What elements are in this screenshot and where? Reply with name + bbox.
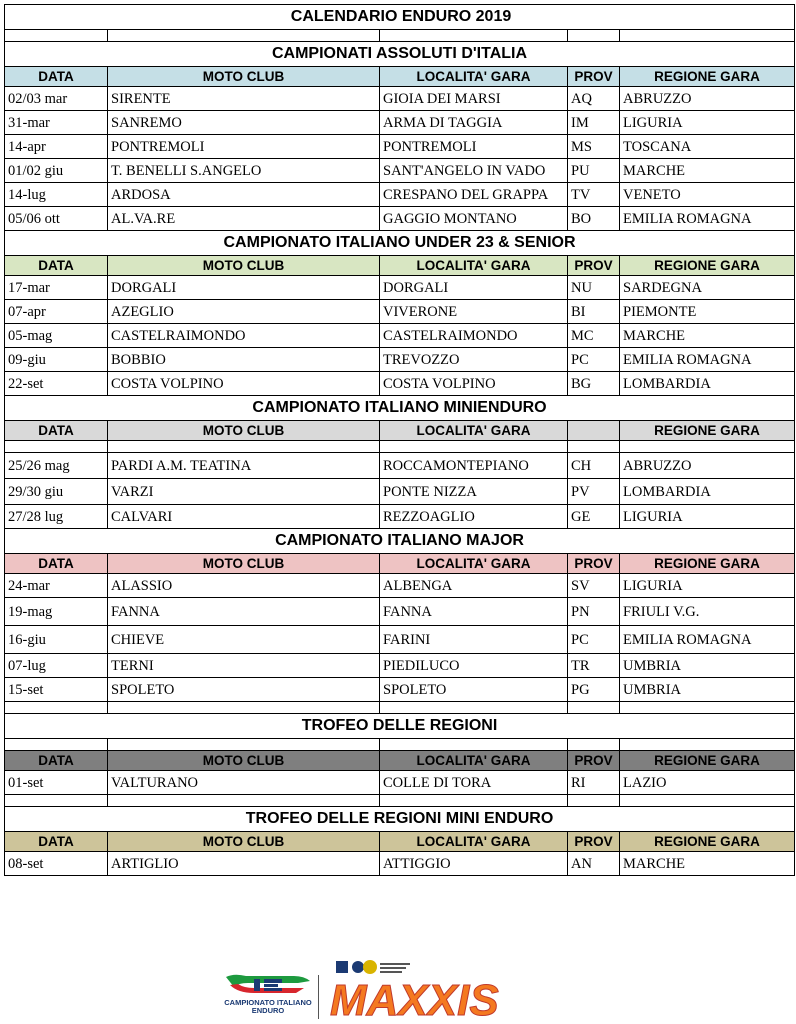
header-prov-empty — [568, 421, 620, 441]
table-row — [5, 626, 795, 654]
header-moto-club: MOTO CLUB — [108, 751, 380, 771]
cell-prov: PN — [568, 598, 620, 626]
footer-divider — [318, 975, 319, 1019]
cell-data: 27/28 lug — [5, 505, 108, 529]
table-row — [5, 505, 795, 529]
cell-regione: EMILIA ROMAGNA — [620, 207, 795, 231]
cell-prov: AN — [568, 852, 620, 876]
cell-prov: BI — [568, 300, 620, 324]
cell-data: 25/26 mag — [5, 453, 108, 479]
cell-prov: TR — [568, 654, 620, 678]
spacer-row — [5, 739, 795, 751]
section-title-row — [5, 714, 795, 739]
header-prov: PROV — [568, 67, 620, 87]
sponsor-footer — [222, 955, 582, 1021]
spacer-row — [5, 30, 795, 42]
cell-data: 14-lug — [5, 183, 108, 207]
cell-data: 05/06 ott — [5, 207, 108, 231]
cell-prov: NU — [568, 276, 620, 300]
cell-localita: FANNA — [380, 598, 568, 626]
table-row — [5, 300, 795, 324]
cell-localita: ROCCAMONTEPIANO — [380, 453, 568, 479]
header-prov: PROV — [568, 751, 620, 771]
cell-data: 14-apr — [5, 135, 108, 159]
cell-localita: PONTE NIZZA — [380, 479, 568, 505]
header-regione: REGIONE GARA — [620, 554, 795, 574]
cell-data: 19-mag — [5, 598, 108, 626]
cell-prov: PV — [568, 479, 620, 505]
column-header-row — [5, 421, 795, 441]
header-moto-club: MOTO CLUB — [108, 554, 380, 574]
header-prov: PROV — [568, 554, 620, 574]
cell-data: 02/03 mar — [5, 87, 108, 111]
cell-localita: PIEDILUCO — [380, 654, 568, 678]
cell-data: 07-lug — [5, 654, 108, 678]
section-title-row — [5, 529, 795, 554]
maxxis-logo-icon — [326, 977, 578, 1021]
table-row — [5, 852, 795, 876]
section-title: TROFEO DELLE REGIONI — [5, 714, 795, 739]
cell-data: 08-set — [5, 852, 108, 876]
cell-localita: GAGGIO MONTANO — [380, 207, 568, 231]
cell-club: FANNA — [108, 598, 380, 626]
header-regione: REGIONE GARA — [620, 832, 795, 852]
cell-localita: REZZOAGLIO — [380, 505, 568, 529]
cell-prov: RI — [568, 771, 620, 795]
header-data: DATA — [5, 554, 108, 574]
cell-prov: PU — [568, 159, 620, 183]
cell-regione: MARCHE — [620, 159, 795, 183]
cell-regione: UMBRIA — [620, 678, 795, 702]
cell-club: SPOLETO — [108, 678, 380, 702]
column-header-row — [5, 256, 795, 276]
header-regione: REGIONE GARA — [620, 67, 795, 87]
cell-club: TERNI — [108, 654, 380, 678]
cell-prov: BO — [568, 207, 620, 231]
cell-data: 17-mar — [5, 276, 108, 300]
cell-prov: GE — [568, 505, 620, 529]
cell-regione: MARCHE — [620, 852, 795, 876]
spacer-row — [5, 795, 795, 807]
cell-regione: LOMBARDIA — [620, 479, 795, 505]
header-localita: LOCALITA' GARA — [380, 256, 568, 276]
header-localita: LOCALITA' GARA — [380, 421, 568, 441]
cell-prov: PC — [568, 348, 620, 372]
cell-club: CASTELRAIMONDO — [108, 324, 380, 348]
cell-regione: LOMBARDIA — [620, 372, 795, 396]
cell-data: 07-apr — [5, 300, 108, 324]
cell-regione: VENETO — [620, 183, 795, 207]
table-row — [5, 207, 795, 231]
cell-club: ARTIGLIO — [108, 852, 380, 876]
section-title: CAMPIONATO ITALIANO UNDER 23 & SENIOR — [5, 231, 795, 256]
cell-club: COSTA VOLPINO — [108, 372, 380, 396]
cell-data: 22-set — [5, 372, 108, 396]
cell-localita: CASTELRAIMONDO — [380, 324, 568, 348]
spacer-row — [5, 702, 795, 714]
cell-data: 09-giu — [5, 348, 108, 372]
header-regione: REGIONE GARA — [620, 751, 795, 771]
header-data: DATA — [5, 67, 108, 87]
header-moto-club: MOTO CLUB — [108, 832, 380, 852]
section-title-row — [5, 396, 795, 421]
column-header-row — [5, 554, 795, 574]
header-regione: REGIONE GARA — [620, 256, 795, 276]
cell-regione: FRIULI V.G. — [620, 598, 795, 626]
cell-localita: FARINI — [380, 626, 568, 654]
cell-club: BOBBIO — [108, 348, 380, 372]
table-row — [5, 479, 795, 505]
cell-prov: TV — [568, 183, 620, 207]
cell-club: SANREMO — [108, 111, 380, 135]
cell-localita: ALBENGA — [380, 574, 568, 598]
cell-localita: ARMA DI TAGGIA — [380, 111, 568, 135]
header-moto-club: MOTO CLUB — [108, 67, 380, 87]
cell-club: ARDOSA — [108, 183, 380, 207]
cell-club: CALVARI — [108, 505, 380, 529]
cell-regione: TOSCANA — [620, 135, 795, 159]
column-header-row — [5, 751, 795, 771]
cell-localita: CRESPANO DEL GRAPPA — [380, 183, 568, 207]
cell-prov: PG — [568, 678, 620, 702]
cell-prov: PC — [568, 626, 620, 654]
header-moto-club: MOTO CLUB — [108, 256, 380, 276]
cell-data: 29/30 giu — [5, 479, 108, 505]
header-data: DATA — [5, 256, 108, 276]
cell-club: VARZI — [108, 479, 380, 505]
maxxis-logo-text: MAXXIS — [330, 977, 499, 1021]
cell-localita: SPOLETO — [380, 678, 568, 702]
section-title: CAMPIONATI ASSOLUTI D'ITALIA — [5, 42, 795, 67]
cell-localita: COLLE DI TORA — [380, 771, 568, 795]
cell-regione: SARDEGNA — [620, 276, 795, 300]
cell-club: CHIEVE — [108, 626, 380, 654]
table-row — [5, 348, 795, 372]
cell-regione: EMILIA ROMAGNA — [620, 626, 795, 654]
section-title: CAMPIONATO ITALIANO MAJOR — [5, 529, 795, 554]
section-title: TROFEO DELLE REGIONI MINI ENDURO — [5, 807, 795, 832]
header-prov: PROV — [568, 256, 620, 276]
table-row — [5, 183, 795, 207]
cell-club: PONTREMOLI — [108, 135, 380, 159]
federation-logo-icon — [334, 957, 414, 977]
cell-club: VALTURANO — [108, 771, 380, 795]
header-data: DATA — [5, 751, 108, 771]
cell-prov: AQ — [568, 87, 620, 111]
spacer-row — [5, 441, 795, 453]
cell-club: AZEGLIO — [108, 300, 380, 324]
table-row — [5, 598, 795, 626]
cell-club: AL.VA.RE — [108, 207, 380, 231]
cell-regione: LIGURIA — [620, 505, 795, 529]
cell-club: PARDI A.M. TEATINA — [108, 453, 380, 479]
section-title: CAMPIONATO ITALIANO MINIENDURO — [5, 396, 795, 421]
table-row — [5, 654, 795, 678]
cell-data: 05-mag — [5, 324, 108, 348]
table-row — [5, 324, 795, 348]
cell-prov: SV — [568, 574, 620, 598]
header-regione: REGIONE GARA — [620, 421, 795, 441]
cell-regione: UMBRIA — [620, 654, 795, 678]
cell-club: DORGALI — [108, 276, 380, 300]
cie-mark-icon — [224, 973, 312, 997]
cell-prov: MC — [568, 324, 620, 348]
cell-data: 16-giu — [5, 626, 108, 654]
cell-localita: GIOIA DEI MARSI — [380, 87, 568, 111]
table-row — [5, 135, 795, 159]
cell-data: 01/02 giu — [5, 159, 108, 183]
cell-regione: EMILIA ROMAGNA — [620, 348, 795, 372]
cell-prov: MS — [568, 135, 620, 159]
document-title: CALENDARIO ENDURO 2019 — [5, 5, 795, 30]
cie-logo-icon — [222, 973, 314, 1021]
table-row — [5, 87, 795, 111]
cell-regione: LAZIO — [620, 771, 795, 795]
table-row — [5, 372, 795, 396]
header-localita: LOCALITA' GARA — [380, 832, 568, 852]
table-row — [5, 771, 795, 795]
cell-club: T. BENELLI S.ANGELO — [108, 159, 380, 183]
cell-localita: PONTREMOLI — [380, 135, 568, 159]
title-row — [5, 5, 795, 30]
cell-localita: COSTA VOLPINO — [380, 372, 568, 396]
cell-club: ALASSIO — [108, 574, 380, 598]
calendar-sheet — [4, 4, 794, 876]
cell-regione: PIEMONTE — [620, 300, 795, 324]
cell-localita: SANT'ANGELO IN VADO — [380, 159, 568, 183]
cell-prov: BG — [568, 372, 620, 396]
header-localita: LOCALITA' GARA — [380, 67, 568, 87]
table-row — [5, 678, 795, 702]
table-row — [5, 111, 795, 135]
cell-data: 15-set — [5, 678, 108, 702]
header-prov: PROV — [568, 832, 620, 852]
cell-localita: ATTIGGIO — [380, 852, 568, 876]
section-title-row — [5, 42, 795, 67]
table-row — [5, 159, 795, 183]
cell-prov: CH — [568, 453, 620, 479]
cell-regione: MARCHE — [620, 324, 795, 348]
header-data: DATA — [5, 421, 108, 441]
cell-data: 31-mar — [5, 111, 108, 135]
cell-data: 24-mar — [5, 574, 108, 598]
cell-club: SIRENTE — [108, 87, 380, 111]
table-row — [5, 574, 795, 598]
header-data: DATA — [5, 832, 108, 852]
cell-regione: LIGURIA — [620, 574, 795, 598]
cell-localita: VIVERONE — [380, 300, 568, 324]
cell-regione: ABRUZZO — [620, 87, 795, 111]
header-localita: LOCALITA' GARA — [380, 554, 568, 574]
column-header-row — [5, 832, 795, 852]
cell-data: 01-set — [5, 771, 108, 795]
cie-logo-text: CAMPIONATO ITALIANO ENDURO — [224, 998, 312, 1015]
cell-localita: TREVOZZO — [380, 348, 568, 372]
cell-regione: ABRUZZO — [620, 453, 795, 479]
table-row — [5, 453, 795, 479]
header-moto-club: MOTO CLUB — [108, 421, 380, 441]
cell-regione: LIGURIA — [620, 111, 795, 135]
section-title-row — [5, 231, 795, 256]
cell-prov: IM — [568, 111, 620, 135]
cell-localita: DORGALI — [380, 276, 568, 300]
table-row — [5, 276, 795, 300]
calendar-table — [4, 4, 795, 876]
header-localita: LOCALITA' GARA — [380, 751, 568, 771]
section-title-row — [5, 807, 795, 832]
column-header-row — [5, 67, 795, 87]
